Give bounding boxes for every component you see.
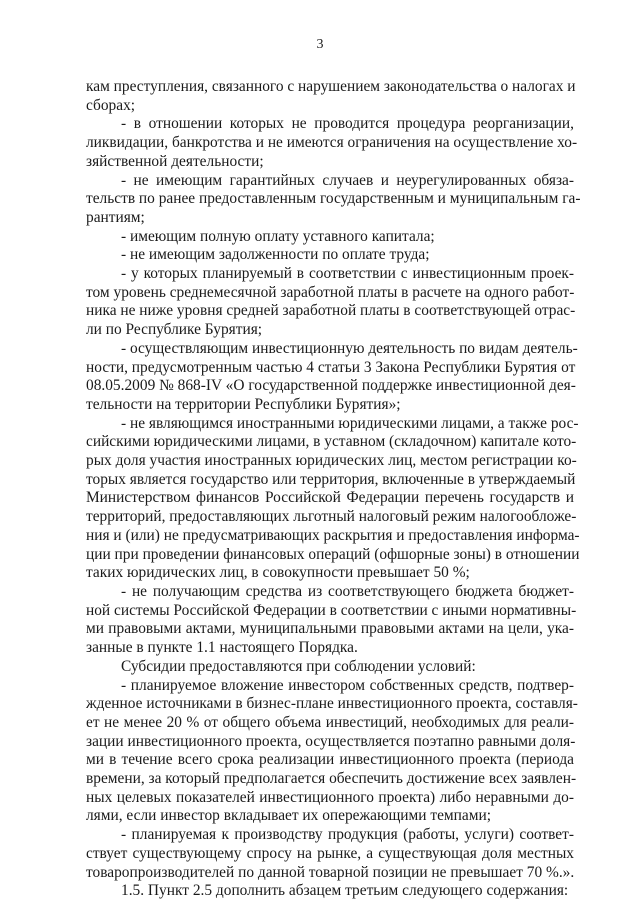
text-line: ми правовыми актами, муниципальными правовыми актами на цели, ука- xyxy=(86,620,574,638)
text-line: тельности на территории Республики Бурятия»; xyxy=(86,395,401,413)
text-line: сийскими юридическими лицами, в уставном (складочном) капитале кото- xyxy=(86,433,577,451)
text-line: ми в течение всего срока реализации инвестиционного проекта (периода xyxy=(86,751,574,769)
text-line: таких юридических лиц, в совокупности превышает 50 %; xyxy=(86,564,470,582)
text-line: 1.5. Пункт 2.5 дополнить абзацем третьим следующего содержания: xyxy=(121,882,569,900)
text-line: ет не менее 20 % от общего объема инвестиций, необходимых для реали- xyxy=(86,713,574,731)
text-line: зяйственной деятельности; xyxy=(86,152,264,170)
text-line: сборах; xyxy=(86,96,136,114)
paragraph xyxy=(86,246,574,265)
text-line: - у которых планируемый в соответствии с инвестиционным проек- xyxy=(121,265,574,283)
text-line: территорий, предоставляющих льготный налоговый режим налогообложе- xyxy=(86,508,577,526)
paragraph xyxy=(86,115,578,171)
text-line: тельств по ранее предоставленным государственным и муниципальным га- xyxy=(86,190,581,208)
text-line: торых является государство или территория, включенные в утверждаемый xyxy=(86,470,576,488)
text-line: ли по Республике Бурятия; xyxy=(86,321,263,339)
text-line: ликвидации, банкротства и не имеются ограничения на осуществление хо- xyxy=(86,134,578,152)
text-line: времени, за который предполагается обеспечить достижение всех заявлен- xyxy=(86,770,577,788)
text-line: ствует существующему спросу на рынке, а существующая доля местных xyxy=(86,844,574,862)
text-line: - имеющим полную оплату уставного капитала; xyxy=(121,227,435,245)
paragraph xyxy=(86,658,574,677)
paragraph xyxy=(86,339,578,415)
text-line: ника не ниже уровня средней заработной платы в соответствующей отрас- xyxy=(86,302,576,320)
text-line: том уровень среднемесячной заработной платы в расчете на одного работ- xyxy=(86,283,575,301)
text-line: зации инвестиционного проекта, осуществляется поэтапно равными доля- xyxy=(86,732,576,750)
text-line: лями, если инвестор вкладывает их опережающими темпами; xyxy=(86,807,491,825)
text-line: рантиям; xyxy=(86,208,145,226)
text-line: ции при проведении финансовых операций (офшорные зоны) в отношении xyxy=(86,545,580,563)
paragraph xyxy=(86,228,574,247)
paragraph xyxy=(86,265,574,340)
document-body xyxy=(86,78,581,901)
paragraph xyxy=(86,582,577,658)
text-line: ния и (или) не предусматривающих раскрытия и предоставления информа- xyxy=(86,526,580,544)
text-line: ных целевых показателей инвестиционного проекта) либо неравными до- xyxy=(86,788,574,806)
paragraph xyxy=(86,676,578,827)
text-line: - не имеющим задолженности по оплате труда; xyxy=(121,246,430,264)
text-line: - планируемое вложение инвестором собственных средств, подтвер- xyxy=(121,676,574,694)
text-line: ной системы Российской Федерации в соответствии с иными нормативны- xyxy=(86,601,577,619)
text-line: Министерством финансов Российской Федерации перечень государств и xyxy=(86,489,574,507)
text-line: - в отношении которых не проводится процедура реорганизации, xyxy=(121,115,574,133)
paragraph xyxy=(86,171,581,228)
text-line: - осуществляющим инвестиционную деятельность по видам деятель- xyxy=(121,339,578,357)
text-line: - не получающим средства из соответствующего бюджета бюджет- xyxy=(121,582,574,600)
paragraph xyxy=(86,882,574,901)
text-line: - не имеющим гарантийных случаев и неурегулированных обяза- xyxy=(121,171,574,189)
text-line: ности, предусмотренным частью 4 статьи 3 Закона Республики Бурятия от xyxy=(86,358,576,376)
text-line: - планируемая к производству продукция (работы, услуги) соответ- xyxy=(121,826,574,844)
text-line: жденное источниками в бизнес-плане инвестиционного проекта, составля- xyxy=(86,695,578,713)
paragraph xyxy=(86,78,574,115)
paragraph xyxy=(86,414,580,583)
text-line: - не являющимся иностранными юридическими лицами, а также рос- xyxy=(121,414,579,432)
text-line: кам преступления, связанного с нарушением законодательства о налогах и xyxy=(86,78,576,95)
text-line: товаропроизводителей по данной товарной позиции не превышает 70 %.». xyxy=(86,863,575,881)
text-line: Субсидии предоставляются при соблюдении условий: xyxy=(121,657,476,675)
page-number: 3 xyxy=(316,37,324,52)
text-line: занные в пункте 1.1 настоящего Порядка. xyxy=(86,639,358,657)
text-line: рых доля участия иностранных юридических лиц, местом регистрации ко- xyxy=(86,452,577,470)
text-line: 08.05.2009 № 868-IV «О государственной поддержке инвестиционной дея- xyxy=(86,377,576,395)
paragraph xyxy=(86,826,574,882)
